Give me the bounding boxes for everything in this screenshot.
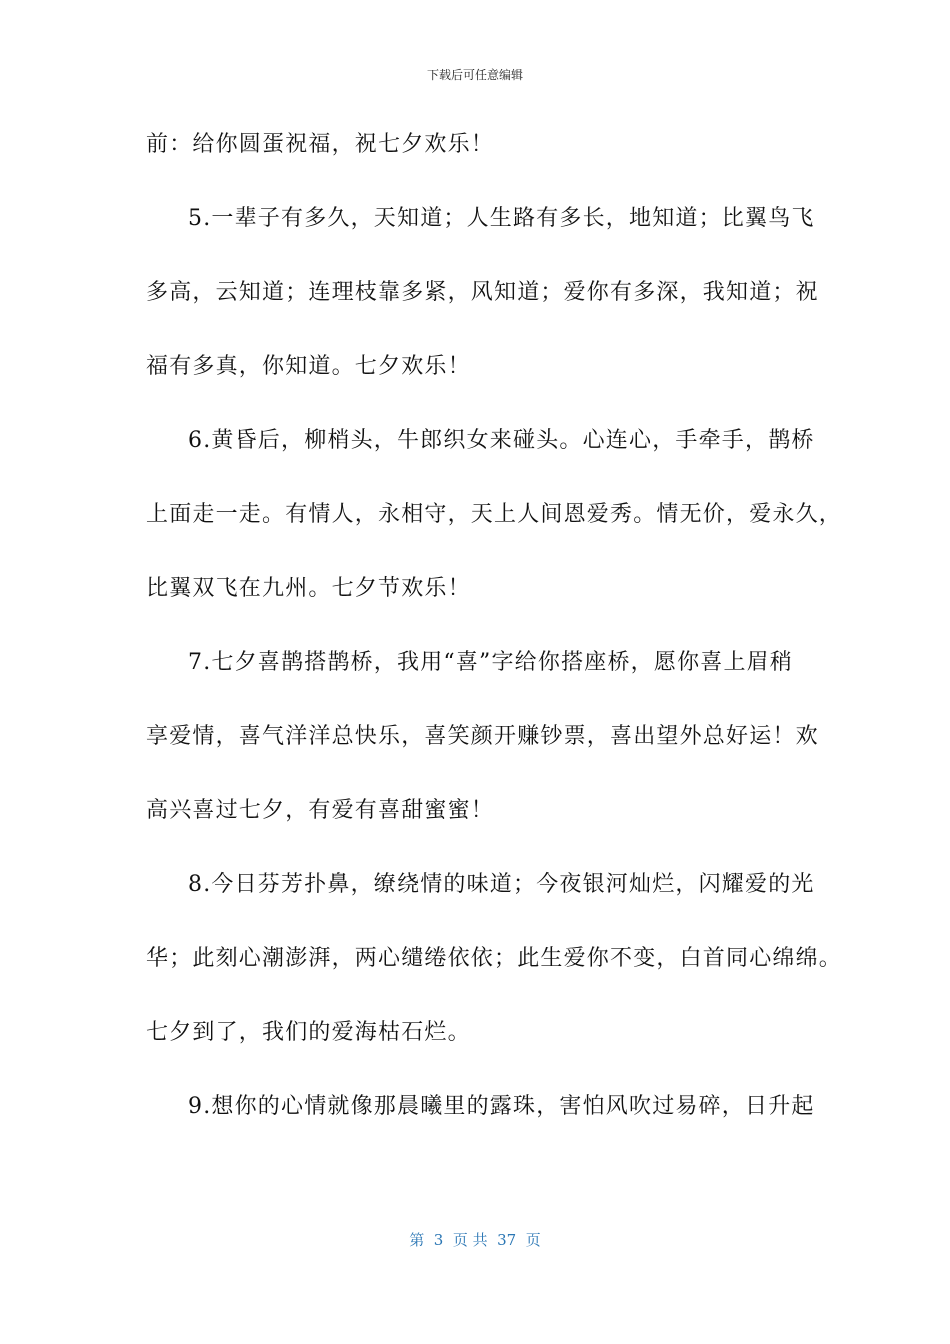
text-line: 前：给你圆蛋祝福，祝七夕欢乐！ (146, 132, 495, 157)
page-number-footer: 第 3 页 共 37 页 (409, 1231, 541, 1249)
page-header: 下载后可任意编辑 (426, 68, 523, 82)
text-line: 8.今日芬芳扑鼻，缭绕情的味道；今夜银河灿烂，闪耀爱的光 (188, 872, 815, 897)
text-line: 9.想你的心情就像那晨曦里的露珠，害怕风吹过易碎，日升起 (188, 1094, 815, 1119)
text-line: 高兴喜过七夕，有爱有喜甜蜜蜜！ (146, 798, 495, 823)
text-line: 7.七夕喜鹊搭鹊桥，我用“喜”字给你搭座桥，愿你喜上眉稍 (188, 650, 794, 675)
text-line: 七夕到了，我们的爱海枯石烂。 (146, 1020, 471, 1045)
text-line: 6.黄昏后，柳梢头，牛郎织女来碰头。心连心，手牵手，鹊桥 (188, 428, 815, 453)
text-line: 多高，云知道；连理枝靠多紧，风知道；爱你有多深，我知道；祝 (146, 280, 819, 305)
text-line: 享爱情，喜气洋洋总快乐，喜笑颜开赚钞票，喜出望外总好运！欢 (146, 724, 819, 749)
text-line: 比翼双飞在九州。七夕节欢乐！ (146, 576, 471, 601)
text-line: 福有多真，你知道。七夕欢乐！ (146, 354, 471, 379)
document-body (146, 108, 843, 1144)
text-line: 5.一辈子有多久，天知道；人生路有多长，地知道；比翼鸟飞 (188, 206, 815, 231)
text-line: 华；此刻心潮澎湃，两心缱绻依依；此生爱你不变，白首同心绵绵。 (146, 946, 843, 971)
text-line: 上面走一走。有情人，永相守，天上人间恩爱秀。情无价，爱永久， (146, 502, 843, 527)
